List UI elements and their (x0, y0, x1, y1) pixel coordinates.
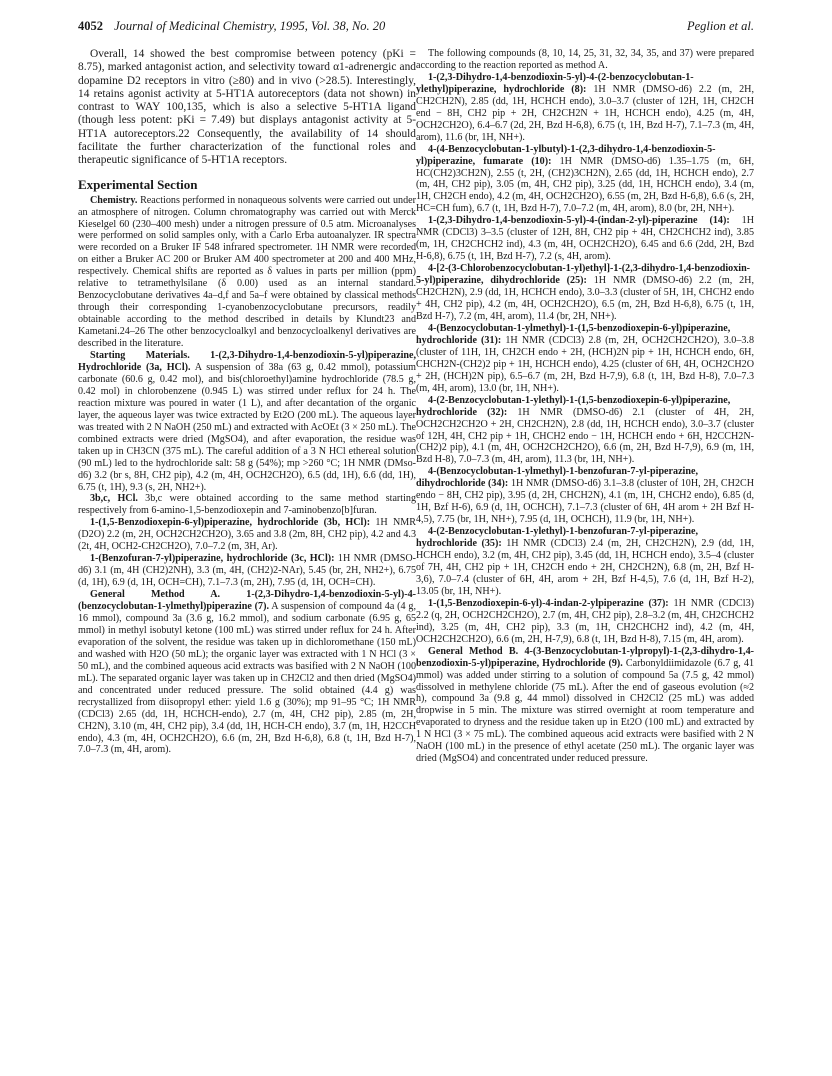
paragraph-label: General Method A. 1-(2,3-Dihydro-1,4-benzodioxin-5-yl)-4-(benzocyclobutan-1-ylmethyl)piperazine (7). (78, 589, 416, 613)
paragraph-label: 1-(2,3-Dihydro-1,4-benzodioxin-5-yl)-4-(2-benzocyclobutan-1-ylethyl)piperazine, hydrochloride (8): (416, 71, 694, 95)
paragraph-label: 4-(4-Benzocyclobutan-1-ylbutyl)-1-(2,3-dihydro-1,4-benzodioxin-5-yl)piperazine, fumarate (10): (416, 143, 716, 167)
page-number: 4052 (78, 19, 103, 33)
paragraph-label: 1-(2,3-Dihydro-1,4-benzodioxin-5-yl)-4-(indan-2-yl)-piperazine (14): (428, 215, 730, 227)
general-method-b-paragraph (416, 646, 754, 766)
method-a-intro-paragraph: The following compounds (8, 10, 14, 25, 31, 32, 34, 35, and 37) were prepared according to the reaction reported as method A. (416, 48, 754, 71)
paragraph-label: 4-(Benzocyclobutan-1-ylmethyl)-1-benzofuran-7-yl-piperazine, dihydrochloride (34): (416, 466, 698, 490)
compound-3bc-paragraph (78, 493, 416, 517)
compound-8-paragraph (416, 72, 754, 144)
paragraph-label: 4-(2-Benzocyclobutan-1-ylethyl)-1-(1,5-benzodioxepin-6-yl)piperazine, hydrochloride (32): (416, 394, 731, 418)
running-header (78, 19, 754, 35)
section-heading: Experimental Section (78, 176, 198, 192)
paragraph-text: 1H NMR (DMSO-d6) 2.1 (cluster of 4H, 2H, OCH2CH2CH2O + 2H, CH2CH2N), 2.8 (dd, 1H, HCHCH endo), 3.0–3.7 (cluster of 12H, 4H, CH2 pip + 1H, CHCH2 endo − 1H, HCHCH endo + 6H, H2CCH2N-(CH2)2 pip), 4.1 (m, 4H, OCH2CH2CH2O), 6.6 (m, 2H, Bzd H-7,9), 6.9 (m, 1H, Bzd H-8), 7.0–7.3 (m, 4H, arom), 11.3 (br, 1H, NH+). (416, 406, 754, 466)
paragraph-label: General Method B. 4-(3-Benzocyclobutan-1-ylpropyl)-1-(2,3-dihydro-1,4-benzodioxin-5-yl)piperazine, Hydrochloride (9). (416, 645, 754, 669)
paragraph-text: 1H NMR (CDCl3) 2.4 (m, 2H, CH2CH2N), 2.9 (dd, 1H, HCHCH endo), 3.2 (m, 4H, CH2 pip), 3.45 (dd, 1H, HCHCH endo), 3.5–4 (cluster of 7H, 4H, CH2 pip + 1H, CH2CH endo + 2H, CH2CH2N), 6.8 (m, 2H, Bzf H-3,6), 7.0–7.4 (cluster of 6H, 4H, arom + 2H, Bzf H-4,5), 7.6 (d, 1H, Bzf H-2), 13.05 (br, 1H, NH+). (416, 538, 754, 597)
paragraph-label: Chemistry. (90, 194, 138, 206)
paragraph-label: 1-(1,5-Benzodioxepin-6-yl)piperazine, hydrochloride (3b, HCl): (90, 517, 371, 529)
paragraph-text: 1H NMR (DMSO-d6) 2.2 (m, 2H, CH2CH2N), 2.85 (dd, 1H, HCHCH endo), 3.0–3.7 (cluster of 12H, 1H, CH2CH end − 8H, CH2 pip + 2H, CH2CH2N + 1H, HCHCH endo), 4.25 (m, 4H, OCH2CH2O), 6.4–6.7 (2d, 2H, Bzd H-6,8), 6.75 (t, 1H, Bzd H-7), 7.1–7.3 (m, 4H, arom), 11.6 (br, 1H, NH+). (416, 83, 754, 143)
paragraph-text: A suspension of compound 4a (4 g, 16 mmol), compound 3a (3.6 g, 16.2 mmol), and sodium carbonate (6.95 g, 65 mmol) in methyl isobutyl ketone (100 mL) was stirred under reflux for 24 h. After evaporation of the solvent, the residue was taken up in dichloromethane (150 mL) and washed with H2O (50 mL); the organic layer was extracted with 1 N HCl (3 × 50 mL), and the combined aqueous acid extracts was basified with 2 N NaOH (100 mL). The separated organic layer was taken up in CH2Cl2 and then dried (MgSO4) and concentrated under reduced pressure. The solid obtained (4.4 g) was recrystallized from diisopropyl ether: yield 1.6 g (30%); mp 91–95 °C; 1H NMR (CDCl3) 2.65 (dd, 1H, HCHCH-endo), 2.7 (m, 4H, CH2 pip), 2.85 (m, 2H, CH2N), 3.10 (m, 4H, CH2 pip), 3.4 (dd, 1H, HCH-CH endo), 3.7 (m, 1H, H2CCH endo), 4.3 (m, 4H, OCH2CH2O), 6.6 (m, 2H, Bzd H-6,8), 6.8 (t, 1H, Bzd H-7), 7.0–7.3 (m, 4H, arom). (78, 601, 417, 756)
paragraph-label: 1-(1,5-Benzodioxepin-6-yl)-4-indan-2-ylpiperazine (37): (428, 597, 669, 609)
compound-35-paragraph (416, 526, 754, 598)
paragraph-text: Reactions performed in nonaqueous solvents were carried out under an atmosphere of nitrogen. Column chromatography was carried out with Merck Kieselgel 60 (230–400 mesh) under a nitrogen pressure of 0.5 atm. Microanalyses were performed on solid samples only, with a Carlo Erba autoanalyzer. IR spectra were recorded on a Bruker IF 548 infrared spectrometer. 1H NMR were recorded on either a Bruker AC 200 or Bruker AM 400 spectrometer at 200 and 400 MHz, respectively. Chemical shifts are reported as δ values in parts per million (ppm) relative to tetramethylsilane (δ 0.00) used as an internal standard. Benzocyclobutane derivatives 4a–d,f and 5a–f were obtained by classical methods through their corresponding 1-cyanobenzocyclobutane precursors, readily obtainable according to the method described in details by Klundt23 and Kametani.24–26 The other benzocycloalkyl and benzocycloalkenyl derivatives are described in the literature. (78, 194, 416, 350)
paragraph-label: 1-(Benzofuran-7-yl)piperazine, hydrochloride (3c, HCl): (90, 553, 335, 565)
paragraph-text: 1H NMR (D2O) 2.2 (m, 2H, OCH2CH2CH2O), 3.65 and 3.8 (2m, 8H, CH2 pip), 4.2 and 4.3 (2t, 4H, OCH2-CH2CH2O), 7.0–7.2 (m, 3H, Ar). (78, 517, 416, 553)
compound-32-paragraph (416, 395, 754, 467)
compound-3c-paragraph (78, 553, 416, 589)
compound-3b-paragraph (78, 517, 416, 553)
chemistry-paragraph (78, 195, 416, 350)
paragraph-text: 1H NMR (CDCl3) 2.8 (m, 2H, OCH2CH2CH2O), 3.0–3.8 (cluster of 11H, 1H, CH2CH endo + 2H, (HCH)2N pip + 1H, HCHCH endo, 6H, CHCH2N-(CH2)2 pip + 1H, HCHCH endo), 4.25 (cluster of 6H, 4H, OCH2CH2O + 2H, (HCH)2N pip), 6.5–6.7 (m, 2H, Bzd H-7,9), 6.8 (t, 1H, Bzd H-8), 7.0–7.3 (m, 4H, arom), 13.0 (br, 1H, NH+). (416, 334, 754, 394)
compound-37-paragraph (416, 598, 754, 646)
paragraph-text: Carbonyldiimidazole (6.7 g, 41 mmol) was added under stirring to a solution of compound 5a (7.5 g, 42 mmol) dissolved in methylene chloride (75 mL). After the end of gaseous evolution (≈2 h), compound 3a (9.8 g, 44 mmol) dissolved in CH2Cl2 (25 mL) was added dropwise in 5 min. The mixture was stirred overnight at room temperature and evaporated to dryness and the residue taken up in Et2O (100 mL) and extracted by 1 N HCl (3 × 75 mL). The combined aqueous acid extracts were basified with 2 N NaOH (100 mL) in the presence of ethyl acetate (250 mL). The organic layer was dried (MgSO4) and concentrated under reduced pressure. (416, 657, 755, 765)
paragraph-label: 4-[2-(3-Chlorobenzocyclobutan-1-yl)ethyl]-1-(2,3-dihydro-1,4-benzodioxin-5-yl)piperazine, dihydrochloride (25): (416, 263, 751, 287)
paragraph-label: 3b,c, HCl. (90, 493, 138, 505)
general-method-a-paragraph (78, 589, 416, 756)
paragraph-text: A suspension of 38a (63 g, 0.42 mmol), potassium carbonate (60.6 g, 0.42 mol), and bis(chloroethyl)amine hydrochloride (78.5 g, 0.42 mol) in chlorobenzene (0.945 L) was stirred under reflux for 24 h. The reaction mixture was poured in water (1 L), and after decantation of the organic layer, the aqueous layer was twice extracted by Et2O (200 mL). The aqueous layer was treated with 2 N NaOH (250 mL) and extracted with AcOEt (3 × 250 mL). The combined extracts were dried (MgSO4), and after evaporation, the residue was taken up in CH3CN (375 mL). The careful addition of a 3 N HCl ethereal solution (90 mL) led to the hydrochloride salt: 58 g (54%); mp >260 °C; 1H NMR (DMso-d6) 3.2 (br s, 8H, CH2 pip), 4.2 (m, 4H, OCH2CH2O), 6.5 (dd, 1H), 6.6 (dd, 1H), 6.75 (t, 1H), 9.3 (s, 2H, NH2+). (78, 361, 416, 493)
paragraph-label: Starting Materials. 1-(2,3-Dihydro-1,4-benzodioxin-5-yl)piperazine, Hydrochloride (3a, HCl). (78, 350, 416, 373)
compound-34-paragraph (416, 466, 754, 526)
paragraph-text: 1H NMR (CDCl3) 2.2 (q, 2H, OCH2CH2CH2O), 2.7 (m, 4H, CH2 pip), 2.8–3.2 (m, 4H, CH2CHCH2 ind), 3.25 (m, 4H, CH2 pip), 3.3 (m, 1H, CH2CHCH2 ind), 4.2 (m, 4H, OCH2CH2CH2O), 6.6 (m, 2H, H-7,9), 6.8 (t, 1H, Bzd H-8), 7.15 (m, 4H, arom). (416, 597, 754, 645)
discussion-paragraph: Overall, 14 showed the best compromise between potency (pKi = 8.75), marked antagonist action, and selectivity toward α1-adrenergic and dopamine D2 receptors in vitro (≥80) and in vivo (>28.5). Interestingly, 14 retains agonist activity at 5-HT1A autoreceptors (data not shown) in contrast to WAY 100,135, which is also a selective 5-HT1A ligand (though less potent: pKi = 7.49) but displays antagonist activity at 5-HT1A autoreceptors.22 Consequently, the availability of 14 should facilitate the further characterization of the functional roles and therapeutic significance of 5-HT1A receptors. (78, 48, 416, 167)
compound-31-paragraph (416, 323, 754, 395)
paragraph-text: 3b,c were obtained according to the same method starting respectively from 6-amino-1,5-benzodioxepin and 7-aminobenzo[b]furan. (78, 493, 416, 517)
paragraph-text: 1H NMR (DMSO-d6) 3.1–3.8 (cluster of 10H, 2H, CH2CH endo − 8H, CH2 pip), 3.95 (d, 2H, CHCH2N), 4.1 (m, 1H, CHCH2 endo), 6.85 (d, 1H, Bzf H-6), 6.9 (d, 1H, OCHCH), 7.1–7.3 (cluster of 6H, 4H arom + 2H Bzf H-4,5), 7.75 (br, 1H, NH+), 7.95 (d, 1H, OCHCH), 11.9 (br, 1H, NH+). (416, 478, 755, 526)
paragraph-label: 4-(Benzocyclobutan-1-ylmethyl)-1-(1,5-benzodioxepin-6-yl)piperazine, hydrochloride (31): (416, 322, 731, 346)
paragraph-label: 4-(2-Benzocyclobutan-1-ylethyl)-1-benzofuran-7-yl-piperazine, hydrochloride (35): (416, 526, 698, 550)
left-column (78, 48, 416, 756)
compound-25-paragraph (416, 263, 754, 323)
right-column (416, 48, 754, 765)
compound-14-paragraph (416, 215, 754, 263)
starting-materials-paragraph (78, 350, 416, 493)
paragraph-text: 1H NMR (DMSO-d6) 3.1 (m, 4H (CH2)2NH), 3.3 (m, 4H, (CH2)2-NAr), 5.45 (br, 2H, NH2+), 6.75 (d, 1H), 6.9 (d, 1H, OCH=CH), 7.1–7.3 (m, 2H), 7.95 (d, 1H, OCH=CH). (78, 553, 416, 589)
journal-citation: Journal of Medicinal Chemistry, 1995, Vol. 38, No. 20 (114, 19, 386, 33)
paragraph-text: 1H NMR (DMSO-d6) 2.2 (m, 2H, CH2CH2N), 2.9 (dd, 1H, HCHCH endo), 3.0–3.3 (cluster of 5H, 1H, CHCH2 endo + 4H, CH2 pip), 4.2 (m, 4H, OCH2CH2O), 6.5 (m, 2H, Bzd H-6,8), 6.75 (t, 1H, Bzd H-7), 7.2 (m, 4H, arom), 11.4 (br, 2H, NH+). (416, 275, 754, 322)
paragraph-text: 1H NMR (DMSO-d6) 1.35–1.75 (m, 6H, HC(CH2)3CH2N), 2.55 (t, 2H, (CH2)3CH2N), 2.65 (dd, 1H, HCHCH endo), 2.7 (m, 4H, CH2 pip), 3.05 (m, 4H, CH2 pip), 3.25 (dd, 1H, HCHCH endo), 3.4 (m, 1H, CH2CH endo), 4.2 (m, 4H, OCH2CH2O), 6.55 (m, 2H, Bzd H-6,8), 6.6 (s, 2H, HC=CH fum), 6.7 (t, 1H, Bzd H-7), 7.0–7.2 (m, 4H, arom), 8.0 (br, 2H, NH+). (416, 155, 754, 215)
compound-10-paragraph (416, 144, 754, 216)
author-running-head: Peglion et al. (687, 19, 754, 33)
paragraph-text: 1H NMR (CDCl3) 3–3.5 (cluster of 12H, 8H, CH2 pip + 4H, CH2CHCH2 ind), 3.85 (m, 1H, CH2CHCH2 ind), 4.3 (m, 4H, OCH2CH2O), 6.45 and 6.6 (2dd, 2H, Bzd H-6,8), 6.75 (t, 1H, Bzd H-7), 7.2 (s, 4H, arom). (416, 215, 754, 263)
